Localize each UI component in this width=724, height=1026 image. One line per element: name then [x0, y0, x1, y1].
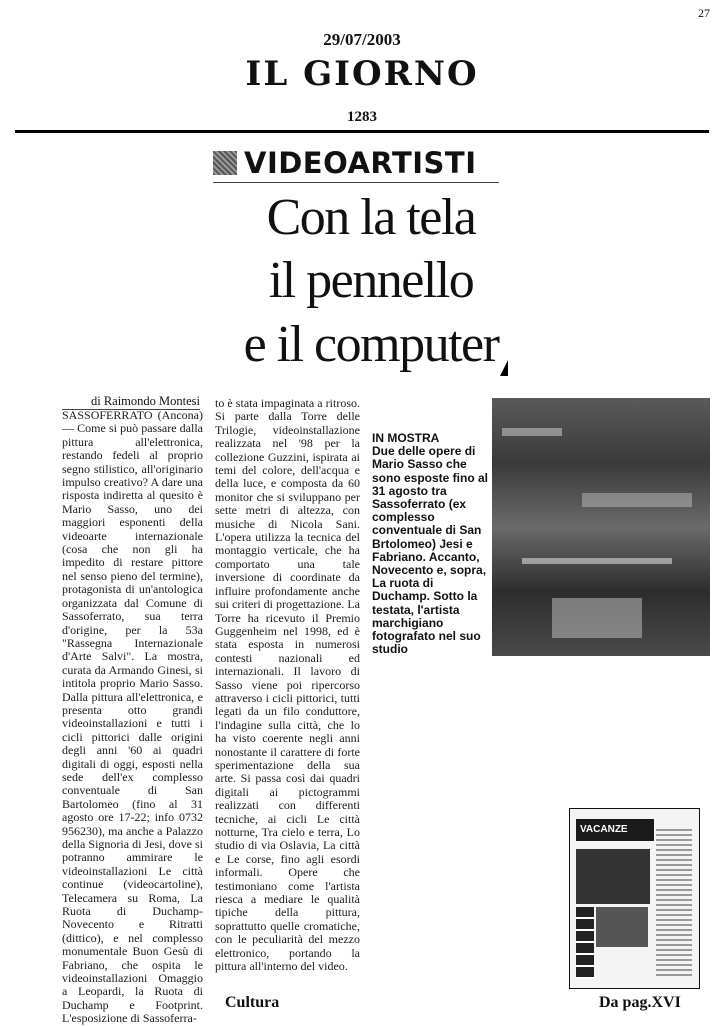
headline-line: il pennello [268, 252, 474, 310]
section-label: Cultura [225, 994, 280, 1011]
headline-line: e il computer [243, 315, 499, 373]
artwork-photo [492, 398, 710, 656]
kicker-rule [213, 182, 499, 183]
caption-text: Due delle opere di Mario Sasso che sono esposte fino al 31 agosto tra Sassoferrato (ex complesso conventuale di San Brtolomeo) Jesi e Fabriano. Accanto, Novecento e, sopra, La ruota di Duchamp. Sotto la testata, l'artista marchigiano fotografato nel suo studio [372, 444, 489, 657]
publication-date: 29/07/2003 [323, 30, 401, 49]
photo-light-streak [522, 558, 672, 564]
caption-title: IN MOSTRA [372, 431, 440, 445]
byline: di Raimondo Montesi [90, 394, 200, 408]
headline-corner-mark [500, 360, 508, 376]
photo-light-streak [502, 428, 562, 436]
newspaper-masthead: IL GIORNO [245, 54, 479, 94]
article-column-1 [62, 409, 203, 1026]
photo-caption [372, 432, 488, 656]
photo-light-streak [582, 493, 692, 507]
page-thumbnail [569, 808, 700, 989]
photo-light-patch [552, 598, 642, 638]
column-text: to è stata impaginata a ritroso. Si parte dalla Torre delle Trilogie, videoinstallazione realizzata nel '98 per la collezione Guzzini, ispirata ai temi del colore, dell'acqua e della luce, e composta da 60 monitor che si sviluppano per sette metri di altezza, con musiche di Nicola Sani. L'opera utilizza la tecnica del montaggio verticale, che ha comportato una tale inversione di coordinate da influire profondamente anche sui criteri di progettazione. La Torre ha ricevuto il Premio Guggenheim nel 1998, ed è stata esposta in numerosi contesti nazionali ed internazionali. Il lavoro di Sasso viene poi ripercorso attraverso i cicli pittorici, tutti legati da un filo conduttore, l'indagine sulla città, che lo ha visto coerente negli anni nonostante il carattere di forte sperimentazione della sua arte. Si passa così dai quadri digitali ai pictogrammi realizzati con differenti tecniche, ai cicli Le città notturne, Tra cielo e terra, Lo studio di via Oslavia, La città e Le corse, fino agli esordi informali. Opere che testimoniano come l'artista riesca a mediare le qualità tipiche della pittura, soprattutto quelle cromatiche, con le peculiarità del mezzo elettronico, portando la pittura all'interno del video. [215, 396, 360, 974]
column-text: SASSOFERRATO (Ancona) — Come si può passare dalla pittura all'elettronica, restando fedeli al proprio segno stilistico, all'originario impulso creativo? A dare una risposta indiretta al quesito è Mario Sasso, uno dei maggiori esponenti della videoarte internazionale (cosa che non gli ha impedito di restare pittore nel senso pieno del termine), protagonista di un'antologica organizzata dal Comune di Sassoferrato, sua terra d'origine, per la 53a "Rassegna Internazionale d'Arte Salvi". La mostra, curata da Armando Ginesi, si intitola proprio Mario Sasso. Dalla pittura all'elettronica, e presenta otto grandi videoinstallazioni e tutti i cicli pittorici dalle origini degli anni '60 ai quadri digitali di oggi, esposti nella sede dell'ex complesso conventuale di San Bartolomeo (fino al 31 agosto ore 17-22; info 0732 956230), ma anche a Palazzo della Signoria di Jesi, dove si potranno ammirare le videoinstallazioni Le città continue (videocartoline), Telecamera su Roma, La Ruota di Duchamp-Novecento e Ritratti (dittico), e nel complesso monumentale Buon Gesù di Fabriano, che ospita le videoinstallazioni Omaggio a Leopardi, la Ruota di Duchamp e Footprint. L'esposizione di Sassoferra- [62, 408, 203, 1026]
thumbnail-header: VACANZE [576, 819, 654, 841]
article-kicker: VIDEOARTISTI [244, 146, 477, 180]
headline-line: Con la tela [266, 189, 476, 246]
clipping-code: 1283 [347, 109, 377, 125]
kicker-square-icon [213, 151, 237, 175]
thumbnail-image [596, 907, 648, 947]
thumbnail-image [576, 849, 650, 904]
source-page-label: Da pag.XVI [599, 994, 681, 1011]
thumbnail-text-lines [656, 829, 692, 979]
thumbnail-grid [576, 907, 594, 979]
header-rule [15, 130, 709, 133]
page-number: 27 [698, 6, 710, 20]
article-column-2 [215, 397, 360, 973]
article-headline [216, 186, 526, 376]
